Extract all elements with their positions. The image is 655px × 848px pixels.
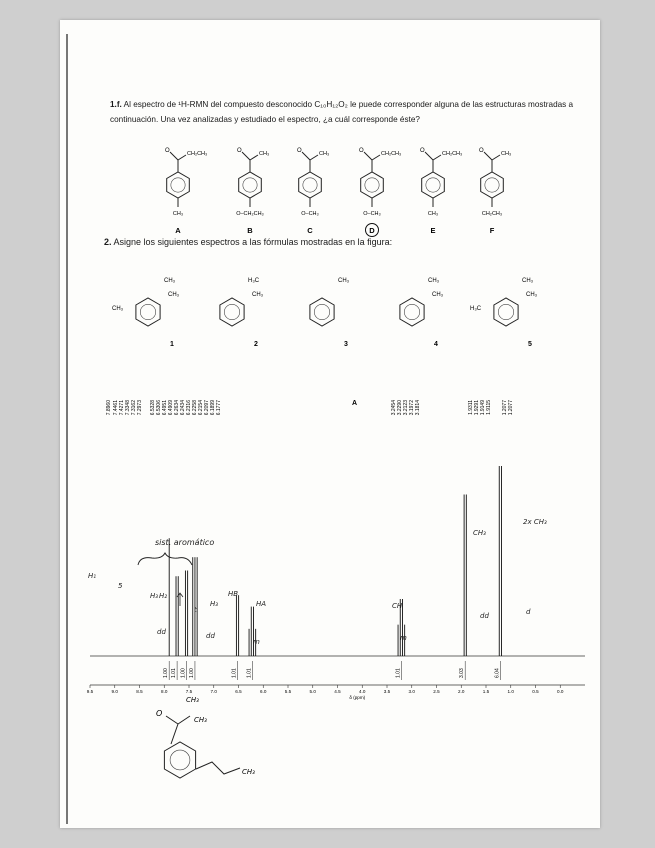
integral-value: 1.00	[188, 668, 195, 678]
bottom-group-A: CH₃	[172, 211, 184, 217]
peak-list-value: 1.2077	[508, 400, 514, 416]
q2-ring-4	[400, 298, 424, 326]
side-bond-D	[372, 155, 380, 160]
peak-list-value: 6.2154	[198, 400, 204, 416]
peak-list-value: 3.2123	[403, 400, 409, 416]
handwritten-annotation: m	[400, 634, 407, 642]
answer-propenyl-chain	[196, 762, 240, 774]
q2-group-2-1: CH₃	[252, 292, 264, 298]
handwritten-annotation: CH₃	[473, 529, 486, 537]
answer-bond-isopropyl	[178, 716, 190, 724]
q2-group-3-0: CH₃	[338, 278, 350, 284]
integral-value: 1.01	[395, 668, 402, 678]
q2-ring-3-inner-ring	[314, 304, 329, 319]
peak-list-value: 6.2316	[186, 400, 192, 416]
carbonyl-oxygen-D: O	[359, 148, 364, 154]
carbonyl-oxygen-E: O	[420, 148, 425, 154]
peak-list-value: 7.3162	[131, 400, 137, 416]
bottom-group-B: O–CH₂CH₃	[236, 211, 264, 217]
benzene-ring-F-inner-ring	[485, 178, 499, 192]
peak-list-value: 1.2077	[502, 400, 508, 416]
top-group-D: CH₂CH₃	[381, 151, 402, 157]
x-tick-label: 2.0	[458, 689, 465, 694]
q2-group-2-0: H₃C	[248, 278, 260, 284]
peak-list-value: 7.3348	[125, 400, 131, 416]
top-group-C: CH₃	[319, 151, 330, 157]
q2-ring-3	[310, 298, 334, 326]
integral-value: 3.03	[459, 668, 466, 678]
handwritten-annotation: dd	[206, 632, 215, 640]
benzene-ring-D	[361, 172, 384, 198]
q2-ring-5	[494, 298, 518, 326]
handwritten-annotation: 5	[118, 582, 123, 590]
peak-list-value: 1.9311	[468, 400, 474, 415]
handwritten-annotation: CH	[392, 602, 403, 610]
side-bond-F	[492, 155, 500, 160]
bottom-group-C: O–CH₃	[301, 211, 319, 217]
handwritten-annotation: dd	[480, 612, 489, 620]
benzene-ring-B-inner-ring	[243, 178, 257, 192]
peak-list-value: 6.2258	[192, 400, 198, 416]
q2-ring-1-inner-ring	[140, 304, 155, 319]
handwritten-annotation: 2x CH₃	[523, 518, 547, 526]
carbonyl-bond-E	[425, 152, 433, 160]
question-2-number: 2.	[104, 237, 112, 247]
peak-list-value: 7.8960	[106, 400, 112, 416]
question-2-structures	[60, 252, 600, 362]
q2-group-4-0: CH₃	[428, 278, 440, 284]
x-tick-label: 8.0	[161, 689, 168, 694]
top-group-A: CH₂CH₃	[187, 151, 208, 157]
x-tick-label: 5.0	[309, 689, 316, 694]
peak-list-value: 6.1899	[210, 400, 216, 416]
handwritten-annotation: HA	[256, 600, 267, 608]
q2-group-1-1: CH₃	[168, 292, 180, 298]
q2-structure-number-4: 4	[434, 341, 438, 348]
answer-group: CH₃	[242, 768, 255, 776]
handwritten-annotation: d	[526, 608, 531, 616]
answer-bond-co	[166, 716, 178, 724]
q2-structure-number-5: 5	[528, 341, 532, 348]
side-bond-A	[178, 155, 186, 160]
side-bond-C	[310, 155, 318, 160]
carbonyl-bond-B	[242, 152, 250, 160]
handwritten-annotation: H₁	[88, 572, 97, 580]
peak-list-value: 3.2290	[397, 400, 403, 416]
q2-ring-5-inner-ring	[498, 304, 513, 319]
spectrum-label: A	[352, 400, 358, 407]
peak-list-value: 6.2097	[204, 400, 210, 416]
side-bond-B	[250, 155, 258, 160]
benzene-ring-A	[167, 172, 190, 198]
carbonyl-bond-A	[170, 152, 178, 160]
x-axis-label: δ (ppm)	[349, 695, 366, 700]
handwritten-annotation: m	[253, 638, 260, 646]
x-tick-label: 4.0	[359, 689, 366, 694]
peak-list-value: 6.4909	[168, 400, 174, 416]
x-tick-label: 6.5	[235, 689, 242, 694]
peak-list-value: 3.2454	[391, 400, 397, 416]
structure-letter-E: E	[430, 226, 436, 235]
x-tick-label: 9.5	[86, 689, 94, 694]
handwritten-annotation: sist. aromático	[155, 538, 215, 547]
structure-letter-D: D	[369, 226, 375, 235]
carbonyl-bond-C	[302, 152, 310, 160]
top-group-B: CH₃	[259, 151, 270, 157]
nmr-spectrum	[60, 360, 600, 820]
peak-list-value: 1.9149	[480, 400, 486, 416]
x-tick-label: 7.0	[210, 689, 217, 694]
answer-oxygen: O	[156, 709, 163, 718]
carbonyl-bond-D	[364, 152, 372, 160]
q2-ring-2	[220, 298, 244, 326]
question-2	[104, 235, 392, 250]
structure-letter-B: B	[247, 226, 253, 235]
handwritten-annotation: dd	[157, 628, 166, 636]
q2-structure-number-1: 1	[170, 341, 174, 348]
integral-value: 1.00	[180, 668, 187, 678]
benzene-ring-B	[239, 172, 262, 198]
question-1f-number: 1.f.	[110, 100, 122, 109]
side-bond-E	[433, 155, 441, 160]
peak-list-value: 7.4271	[119, 400, 125, 416]
structure-letter-A: A	[175, 226, 181, 235]
benzene-ring-F	[481, 172, 504, 198]
x-tick-label: 3.5	[383, 689, 391, 694]
integral-value: 1.00	[163, 668, 170, 678]
q2-group-1-2: CH₃	[112, 306, 124, 312]
aromatic-brace	[138, 553, 192, 565]
x-tick-label: 0.0	[557, 689, 564, 694]
question-1f-structures	[60, 140, 600, 240]
answer-group: CH₃	[194, 716, 207, 724]
benzene-ring-C-inner-ring	[303, 178, 317, 192]
x-tick-label: 3.0	[408, 689, 415, 694]
peak-list-value: 3.1814	[415, 400, 421, 416]
peak-list-value: 6.2434	[180, 400, 186, 416]
answer-group: CH₃	[186, 696, 199, 704]
peak-list-value: 1.9291	[474, 400, 480, 416]
q2-group-5-2: H₃C	[470, 306, 482, 312]
peak-list-value: 3.1972	[409, 400, 415, 416]
carbonyl-oxygen-F: O	[479, 148, 484, 154]
peak-list-value: 6.5328	[150, 400, 156, 416]
scanned-page	[60, 20, 600, 828]
peak-list-value: 6.2634	[174, 400, 180, 416]
bottom-group-D: O–CH₃	[363, 211, 381, 217]
x-tick-label: 6.0	[260, 689, 267, 694]
q2-structure-number-2: 2	[254, 341, 258, 348]
peak-list-value: 1.9115	[486, 400, 492, 415]
handwritten-annotation: H₃	[150, 592, 159, 600]
q2-ring-4-inner-ring	[404, 304, 419, 319]
top-group-F: CH₃	[501, 151, 512, 157]
handwritten-annotation: H₂	[159, 592, 168, 600]
q2-ring-1	[136, 298, 160, 326]
handwritten-annotation: HB	[228, 590, 239, 598]
x-tick-label: 9.0	[111, 689, 118, 694]
benzene-ring-E-inner-ring	[426, 178, 440, 192]
x-tick-label: 1.0	[507, 689, 514, 694]
carbonyl-oxygen-B: O	[237, 148, 242, 154]
q2-structure-number-3: 3	[344, 341, 348, 348]
q2-group-5-0: CH₃	[522, 278, 534, 284]
bottom-group-F: CH₂CH₃	[481, 211, 503, 217]
answer-benzene-ring-inner-ring	[170, 750, 190, 770]
x-tick-label: 5.5	[284, 689, 292, 694]
answer-bond-carbonyl	[171, 724, 178, 744]
question-2-text: Asigne los siguientes espectros a las fórmulas mostradas en la figura:	[113, 237, 393, 247]
peak-list-value: 7.4461	[113, 400, 119, 416]
handwritten-annotation: H₃	[210, 600, 219, 608]
x-tick-label: 4.5	[334, 689, 341, 694]
integral-value: 6.04	[494, 668, 501, 678]
carbonyl-oxygen-C: O	[297, 148, 302, 154]
benzene-ring-C	[299, 172, 322, 198]
q2-ring-2-inner-ring	[224, 304, 239, 319]
x-tick-label: 8.5	[136, 689, 143, 694]
q2-group-5-1: CH₃	[526, 292, 538, 298]
peak-list-value: 7.2973	[137, 400, 143, 416]
peak-list-value: 6.1777	[216, 400, 222, 416]
structure-letter-C: C	[307, 226, 313, 235]
x-tick-label: 1.5	[482, 689, 490, 694]
benzene-ring-E	[422, 172, 445, 198]
question-1f-text: Al espectro de ¹H-RMN del compuesto desconocido C₁₀H₁₂O₂ le puede corresponder alguna de las estructuras mostradas a continuación. Una vez analizadas y estudiado el espectro, ¿a cuál corresponde éste?	[110, 100, 574, 124]
x-tick-label: 7.5	[185, 689, 193, 694]
integral-value: 1.01	[171, 668, 178, 678]
handwritten-annotation: t	[194, 606, 197, 614]
structure-letter-F: F	[489, 226, 495, 235]
q2-group-4-1: CH₃	[432, 292, 444, 298]
top-group-E: CH₂CH₃	[442, 151, 463, 157]
carbonyl-oxygen-A: O	[165, 148, 170, 154]
question-1f	[110, 97, 580, 127]
peak-list-value: 6.4951	[162, 400, 168, 416]
carbonyl-bond-F	[484, 152, 492, 160]
q2-group-1-0: CH₃	[164, 278, 176, 284]
answer-benzene-ring	[164, 742, 195, 778]
benzene-ring-A-inner-ring	[171, 178, 185, 192]
peak-list-value: 6.5306	[156, 400, 162, 416]
x-tick-label: 0.5	[532, 689, 539, 694]
integral-value: 1.01	[231, 668, 238, 678]
benzene-ring-D-inner-ring	[365, 178, 379, 192]
bottom-group-E: CH₃	[427, 211, 439, 217]
integral-value: 1.01	[246, 668, 253, 678]
x-tick-label: 2.5	[433, 689, 440, 694]
